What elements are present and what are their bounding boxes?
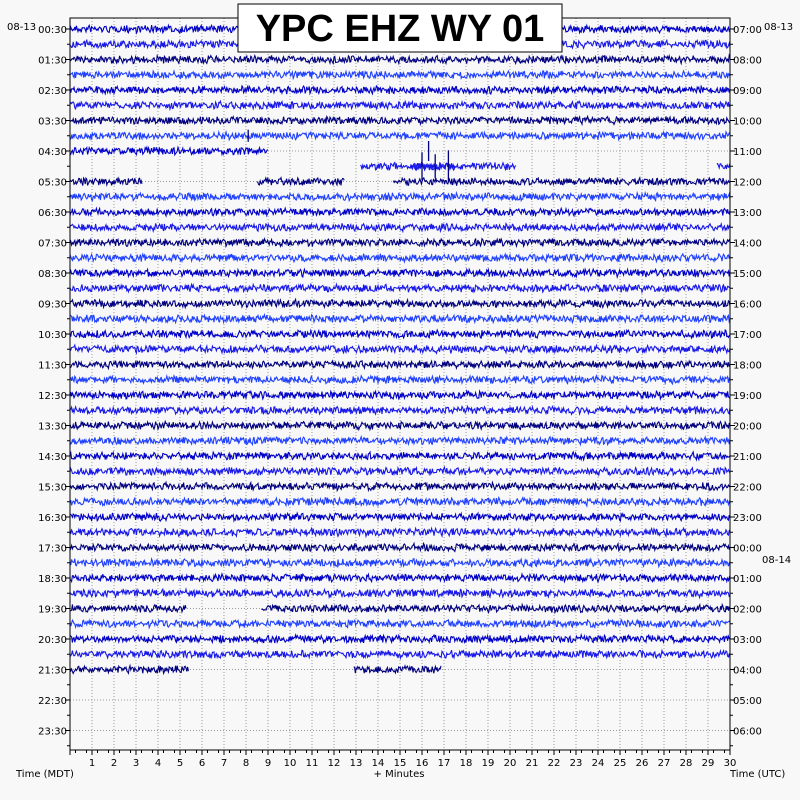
right-time-label: 00:00 [733,543,762,555]
seismic-trace [70,361,730,369]
seismic-trace [70,406,730,414]
right-time-label: 13:00 [733,208,762,219]
right-time-label: 03:00 [733,635,762,646]
right-time-label: 07:00 [733,25,762,36]
right-time-label: 01:00 [733,574,762,585]
right-time-label: 09:00 [733,86,762,97]
seismic-trace [70,223,730,231]
left-time-label: 12:30 [38,391,67,402]
x-tick-label: 29 [701,758,715,769]
seismic-trace [70,238,730,246]
right-time-label: 04:00 [733,665,762,677]
x-tick-label: 30 [723,758,737,769]
seismic-trace [393,178,729,186]
left-time-label: 01:30 [38,55,67,67]
left-time-label: 04:30 [38,147,67,158]
right-time-label: 16:00 [733,299,762,311]
seismic-trace [70,376,730,384]
left-time-label: 17:30 [38,543,67,555]
right-time-label: 02:00 [733,604,762,616]
x-tick-label: 16 [415,758,429,769]
x-tick-label: 4 [154,758,162,769]
left-time-label: 06:30 [38,208,67,219]
x-tick-label: 24 [591,758,605,769]
seismic-trace [70,620,730,628]
seismic-trace [261,605,729,613]
seismic-trace [70,605,186,613]
x-tick-label: 14 [371,758,385,769]
right-time-label: 06:00 [733,726,762,738]
left-axis-label: Time (MDT) [16,769,74,780]
x-tick-label: 26 [635,758,649,769]
x-tick-label: 21 [525,758,539,769]
x-tick-label: 28 [679,758,693,769]
seismic-trace [70,345,730,353]
left-time-label: 16:30 [38,513,67,524]
left-time-label: 19:30 [38,604,67,616]
seismic-trace [70,55,730,63]
right-time-label: 14:00 [733,238,762,250]
left-time-label: 18:30 [38,574,67,585]
x-tick-label: 8 [242,758,250,769]
left-time-label: 14:30 [38,452,67,463]
x-tick-label: 12 [327,758,341,769]
seismic-trace [70,178,142,186]
left-time-label: 09:30 [38,299,67,311]
left-time-label: 11:30 [38,360,67,372]
right-time-label: 18:00 [733,360,762,372]
left-time-label: 08:30 [38,269,67,280]
right-time-label: 20:00 [733,421,762,433]
right-time-label: 11:00 [733,147,762,158]
seismic-trace [70,666,188,674]
left-time-label: 20:30 [38,635,67,646]
seismic-trace [70,391,730,399]
right-time-label: 05:00 [733,696,762,707]
right-time-label: 21:00 [733,452,762,463]
seismic-trace [70,193,730,201]
x-tick-label: 10 [283,758,297,769]
right-time-label: 08:00 [733,55,762,67]
left-time-label: 23:30 [38,726,67,738]
seismic-trace [70,147,268,155]
x-tick-label: 7 [220,758,228,769]
right-axis-label: Time (UTC) [730,769,786,780]
x-tick-label: 11 [305,758,319,769]
seismic-trace [70,254,730,262]
right-time-label: 10:00 [733,116,762,128]
x-tick-label: 18 [459,758,473,769]
right-time-label: 17:00 [733,330,762,341]
seismic-trace [70,589,730,597]
x-tick-label: 23 [569,758,583,769]
chart-title: YPC EHZ WY 01 [255,8,545,50]
x-tick-label: 27 [657,758,671,769]
seismic-trace [411,162,516,170]
left-time-label: 02:30 [38,86,67,97]
left-time-label: 00:30 [38,25,67,36]
x-tick-label: 17 [437,758,451,769]
right-time-label: 12:00 [733,177,762,189]
x-tick-label: 2 [110,758,118,769]
x-tick-label: 3 [132,758,140,769]
x-axis-label: + Minutes [373,769,425,780]
x-tick-label: 1 [88,758,96,769]
right-time-label: 22:00 [733,482,762,494]
right-date-label: 08-13 [764,22,794,33]
x-tick-label: 20 [503,758,517,769]
x-tick-label: 25 [613,758,627,769]
right-time-label: 15:00 [733,269,762,280]
seismic-trace [70,71,730,79]
seismic-trace [70,559,730,567]
seismic-trace [717,164,730,169]
left-time-label: 22:30 [38,696,67,707]
x-tick-label: 6 [198,758,206,769]
left-time-label: 10:30 [38,330,67,341]
left-time-label: 15:30 [38,482,67,494]
right-time-label: 19:00 [733,391,762,402]
left-date-label: 08-13 [7,22,37,33]
x-tick-label: 22 [547,758,561,769]
x-tick-label: 13 [349,758,363,769]
left-time-label: 21:30 [38,665,67,677]
seismic-trace [70,528,730,536]
right-time-label: 23:00 [733,513,762,524]
left-time-label: 07:30 [38,238,67,250]
x-tick-label: 9 [264,758,272,769]
right-date-change-label: 08-14 [762,555,792,566]
left-time-label: 13:30 [38,421,67,433]
x-tick-label: 15 [393,758,407,769]
left-time-label: 05:30 [38,177,67,189]
seismic-trace [70,437,730,445]
x-tick-label: 5 [176,758,184,769]
left-time-label: 03:30 [38,116,67,128]
x-tick-label: 19 [481,758,495,769]
